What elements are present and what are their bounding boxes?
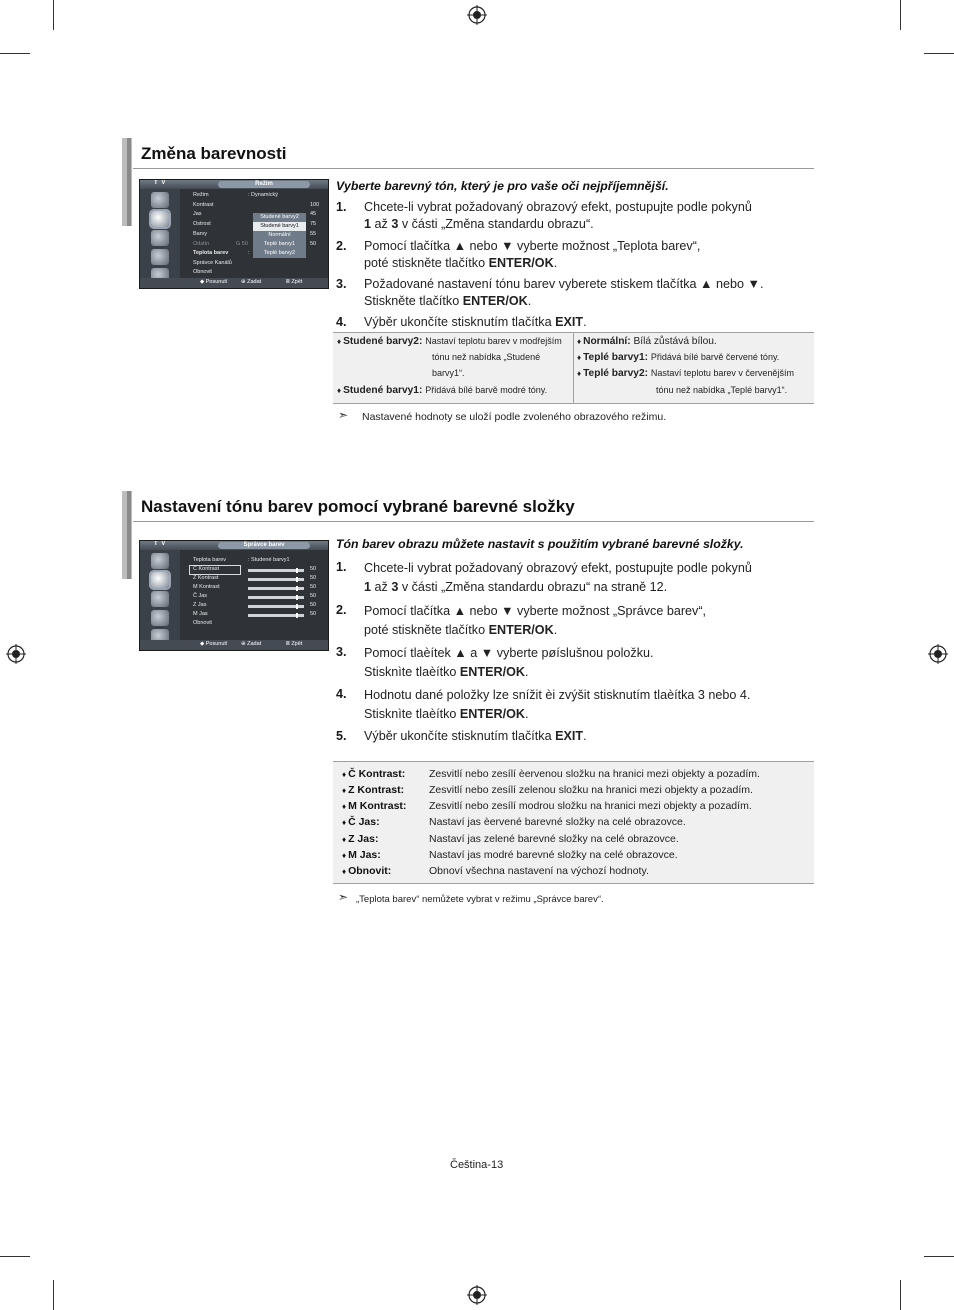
menu-row: Kontrast <box>193 202 214 208</box>
menu-row: Ostrost <box>193 221 211 227</box>
menu-row: Jas <box>193 211 202 217</box>
note-arrow-icon: ➣ <box>338 408 349 422</box>
crop-mark <box>900 0 901 30</box>
sound-icon <box>151 230 169 246</box>
picture-icon <box>151 572 169 588</box>
crop-mark <box>53 0 54 30</box>
channel-icon <box>151 249 169 265</box>
tv-menu-screenshot: T V Správce barev Teplota barev : Studené barvy1 Č Kontrast 50 Z Kontrast 50 M Kontrast 50 Č Jas 50 Z Jas 50 M Jas 50 Obnovit ◆ Posunutí ⊕ Zadat Ⅲ Zpět <box>139 540 329 651</box>
section-intro: Tón barev obrazu můžete nastavit s použitím vybrané barevné složky. <box>336 537 744 551</box>
menu-row: Obnovit <box>193 269 212 275</box>
step-text: Pomocí tlačítka ▲ nebo ▼ vyberte možnost „Teplota barev“, poté stiskněte tlačítko ENTER/OK. <box>364 239 701 270</box>
registration-mark-icon <box>6 644 26 664</box>
section-rule <box>133 168 814 169</box>
step-text: Požadované nastavení tónu barev vyberete stiskem tlačítka ▲ nebo ▼. Stiskněte tlačítko ENTER/OK. <box>364 277 764 308</box>
table-cell: ♦ Studené barvy1: Přidává bílé barvě modré tóny. <box>337 385 548 396</box>
note-text: Nastavené hodnoty se uloží podle zvoleného obrazového režimu. <box>362 411 667 423</box>
step-text: Chcete-li vybrat požadovaný obrazový efekt, postupujte podle pokynů 1 až 3 v části „Změna standardu obrazu“. <box>364 200 752 231</box>
menu-title: Správce barev <box>218 542 310 549</box>
menu-row: Správce Kanálů <box>193 260 232 266</box>
menu-row: Z Jas <box>193 602 207 608</box>
step-text: Hodnotu dané položky lze snížit èi zvýšit stisknutím tlaèítka 3 nebo 4. Stisknìte tlaèítko ENTER/OK. <box>364 688 751 721</box>
section-marker <box>127 138 131 226</box>
table-cell: ♦ Normální: Bílá zůstává bílou. <box>577 336 717 347</box>
section-rule <box>133 521 814 522</box>
channel-icon <box>151 610 169 626</box>
step-text: Chcete-li vybrat požadovaný obrazový efekt, postupujte podle pokynů 1 až 3 v části „Změna standardu obrazu“ na straně 12. <box>364 561 752 594</box>
crop-mark <box>0 53 30 54</box>
crop-mark <box>924 53 954 54</box>
tv-menu-screenshot: T V Režim Režim : Dynamický Kontrast 100 Jas 45 Ostrost 75 Barvy 55 Odstín G 50 50 Teplota barev : Správce Kanálů Obnovit Studené barvy2 Studené barvy1 Normální Teplé barvy1 Teplé barvy2 ◆ Posunutí ⊕ Zadat Ⅲ Zpět <box>139 179 329 289</box>
menu-row: Č Kontrast <box>193 566 219 572</box>
menu-row: Č Jas <box>193 593 208 599</box>
crop-mark <box>53 1280 54 1310</box>
table-cell: ♦ Teplé barvy2: Nastaví teplotu barev v červenějším <box>577 368 794 379</box>
registration-mark-icon <box>928 644 948 664</box>
step-text: Pomocí tlaèítek ▲ a ▼ vyberte pøíslušnou položku. Stisknìte tlaèítko ENTER/OK. <box>364 646 654 679</box>
color-tone-dropdown: Studené barvy2 Studené barvy1 Normální Teplé barvy1 Teplé barvy2 <box>253 213 306 258</box>
picture-icon <box>151 211 169 227</box>
section-intro: Vyberte barevný tón, který je pro vaše oči nejpříjemnější. <box>336 179 669 193</box>
menu-row: Obnovit <box>193 620 212 626</box>
step-text: Výběr ukončíte stisknutím tlačítka EXIT. <box>364 315 587 329</box>
step-text: Pomocí tlačítka ▲ nebo ▼ vyberte možnost „Správce barev“, poté stiskněte tlačítko ENTER/OK. <box>364 604 707 637</box>
menu-row: Barvy <box>193 231 208 237</box>
sound-icon <box>151 591 169 607</box>
page-footer: Čeština-13 <box>450 1159 504 1171</box>
section-title: Nastavení tónu barev pomocí vybrané barevné složky <box>141 497 575 516</box>
note-arrow-icon: ➣ <box>338 890 349 904</box>
tv-label: T V <box>154 541 167 547</box>
menu-row: Teplota barev <box>193 250 229 256</box>
menu-title: Režim <box>218 181 310 188</box>
menu-row: M Jas <box>193 611 208 617</box>
registration-mark-icon <box>467 5 487 25</box>
step-text: Výběr ukončíte stisknutím tlačítka EXIT. <box>364 729 587 743</box>
table-cell: ♦ Teplé barvy1: Přidává bílé barvě červené tóny. <box>577 352 780 363</box>
note-text: „Teplota barev“ nemůžete vybrat v režimu „Správce barev“. <box>356 894 604 905</box>
antenna-icon <box>151 192 169 208</box>
menu-row: Režim <box>193 192 209 198</box>
menu-row: Teplota barev <box>193 557 227 563</box>
crop-mark <box>0 1256 30 1257</box>
section-marker <box>127 491 131 579</box>
crop-mark <box>924 1256 954 1257</box>
menu-row: Z Kontrast <box>193 575 219 581</box>
tv-label: T V <box>154 180 167 186</box>
section-title: Změna barevnosti <box>141 144 287 163</box>
table-cell: ♦ Studené barvy2: Nastaví teplotu barev v modřejším <box>337 336 562 347</box>
registration-mark-icon <box>467 1285 487 1305</box>
crop-mark <box>900 1280 901 1310</box>
menu-row: M Kontrast <box>193 584 220 590</box>
antenna-icon <box>151 553 169 569</box>
menu-row: Odstín <box>193 241 210 247</box>
